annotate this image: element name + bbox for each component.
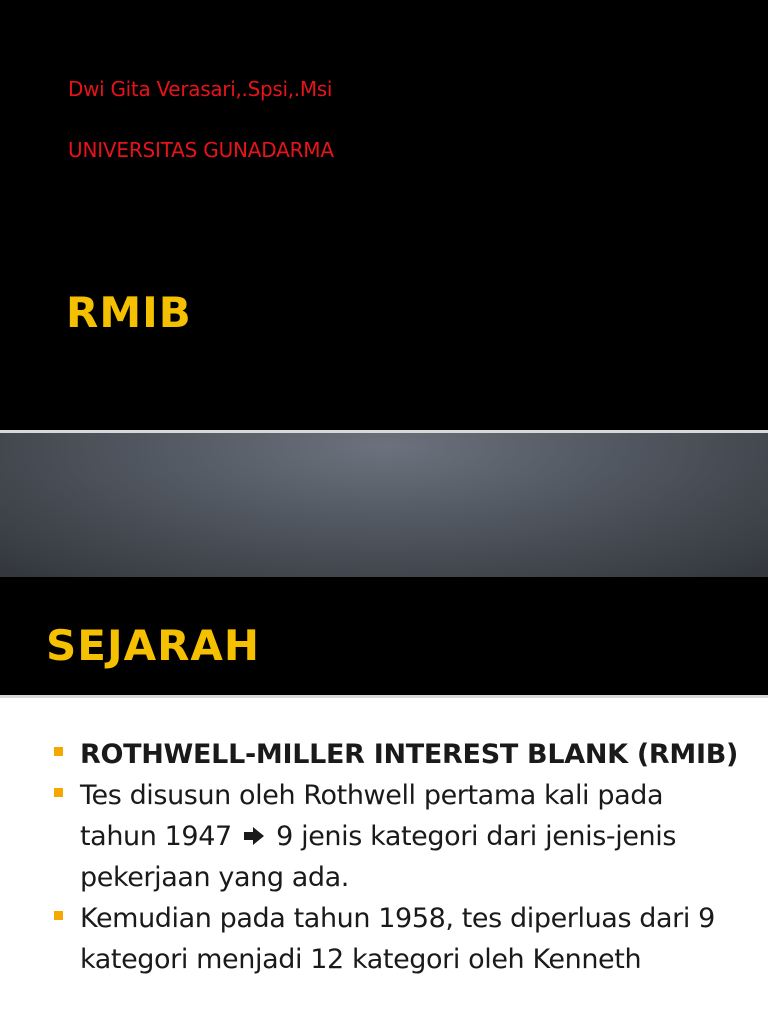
section-slide-body: [0, 698, 768, 1024]
bullet-text: ROTHWELL-MILLER INTEREST BLANK (RMIB): [80, 739, 739, 770]
list-item: [50, 775, 740, 898]
bullet-list: [50, 734, 740, 980]
bullet-icon: [54, 788, 63, 797]
bullet-icon: [54, 911, 63, 920]
slide-title: RMIB: [66, 288, 192, 337]
institution-name: UNIVERSITAS GUNADARMA: [68, 138, 334, 162]
bullet-icon: [54, 747, 63, 756]
slide-gradient-band: [0, 433, 768, 577]
bullet-text: Kemudian pada tahun 1958, tes diperluas dari 9 kategori menjadi 12 kategori oleh Kenneth: [80, 903, 715, 975]
section-title: SEJARAH: [46, 621, 261, 670]
list-item: [50, 734, 740, 775]
bullet-text: Tes disusun oleh Rothwell pertama kali pada tahun 1947: [80, 780, 664, 852]
bullet-text: 9 jenis kategori dari jenis-jenis pekerjaan yang ada.: [80, 821, 677, 893]
list-item: [50, 898, 740, 980]
right-arrow-icon: [242, 825, 266, 847]
title-slide: [0, 0, 768, 430]
section-slide-header: [0, 577, 768, 695]
author-name: Dwi Gita Verasari,.Spsi,.Msi: [68, 77, 333, 101]
